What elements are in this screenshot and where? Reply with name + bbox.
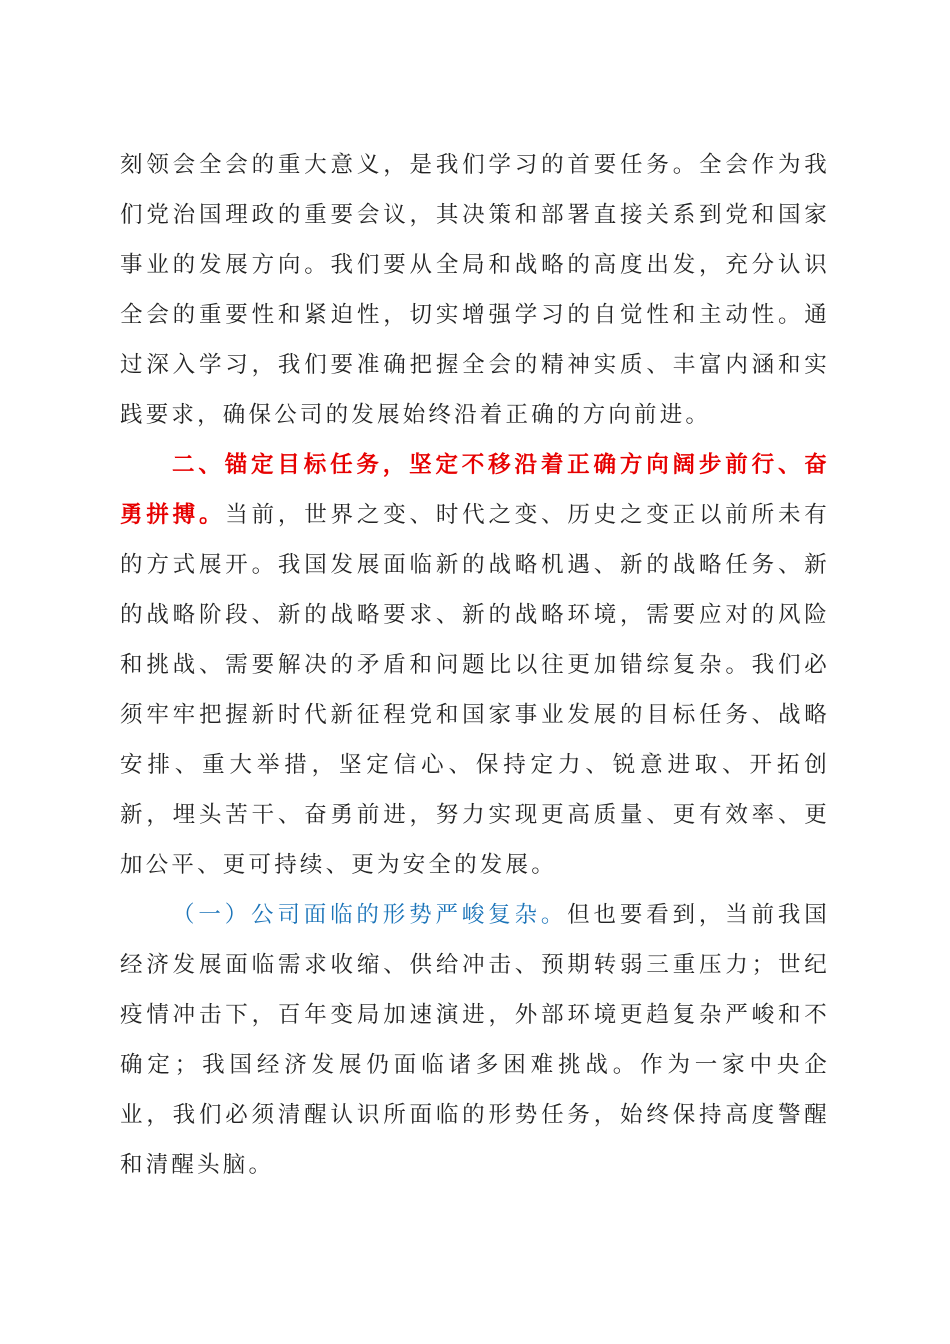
paragraph-section-two xyxy=(120,440,830,890)
subsection-heading-one: （一）公司面临的形势严峻复杂。 xyxy=(172,902,568,928)
document-page xyxy=(120,140,830,1190)
paragraph-body: 但也要看到，当前我国经济发展面临需求收缩、供给冲击、预期转弱三重压力；世纪疫情冲击下，百年变局加速演进，外部环境更趋复杂严峻和不确定；我国经济发展仍面临诸多困难挑战。作为一家中央企业，我们必须清醒认识所面临的形势任务，始终保持高度警醒和清醒头脑。 xyxy=(120,902,830,1178)
paragraph-body: 刻领会全会的重大意义，是我们学习的首要任务。全会作为我们党治国理政的重要会议，其决策和部署直接关系到党和国家事业的发展方向。我们要从全局和战略的高度出发，充分认识全会的重要性和紧迫性，切实增强学习的自觉性和主动性。通过深入学习，我们要准确把握全会的精神实质、丰富内涵和实践要求，确保公司的发展始终沿着正确的方向前进。 xyxy=(120,152,830,428)
section-heading-two: 二、锚定目标任务，坚定不移沿着正确方向阔步前行、奋勇拼搏。 xyxy=(120,452,830,528)
paragraph-continuation xyxy=(120,140,830,440)
paragraph-body: 当前，世界之变、时代之变、历史之变正以前所未有的方式展开。我国发展面临新的战略机遇、新的战略任务、新的战略阶段、新的战略要求、新的战略环境，需要应对的风险和挑战、需要解决的矛盾和问题比以往更加错综复杂。我们必须牢牢把握新时代新征程党和国家事业发展的目标任务、战略安排、重大举措，坚定信心、保持定力、锐意进取、开拓创新，埋头苦干、奋勇前进，努力实现更高质量、更有效率、更加公平、更可持续、更为安全的发展。 xyxy=(120,502,830,878)
paragraph-subsection-one xyxy=(120,890,830,1190)
